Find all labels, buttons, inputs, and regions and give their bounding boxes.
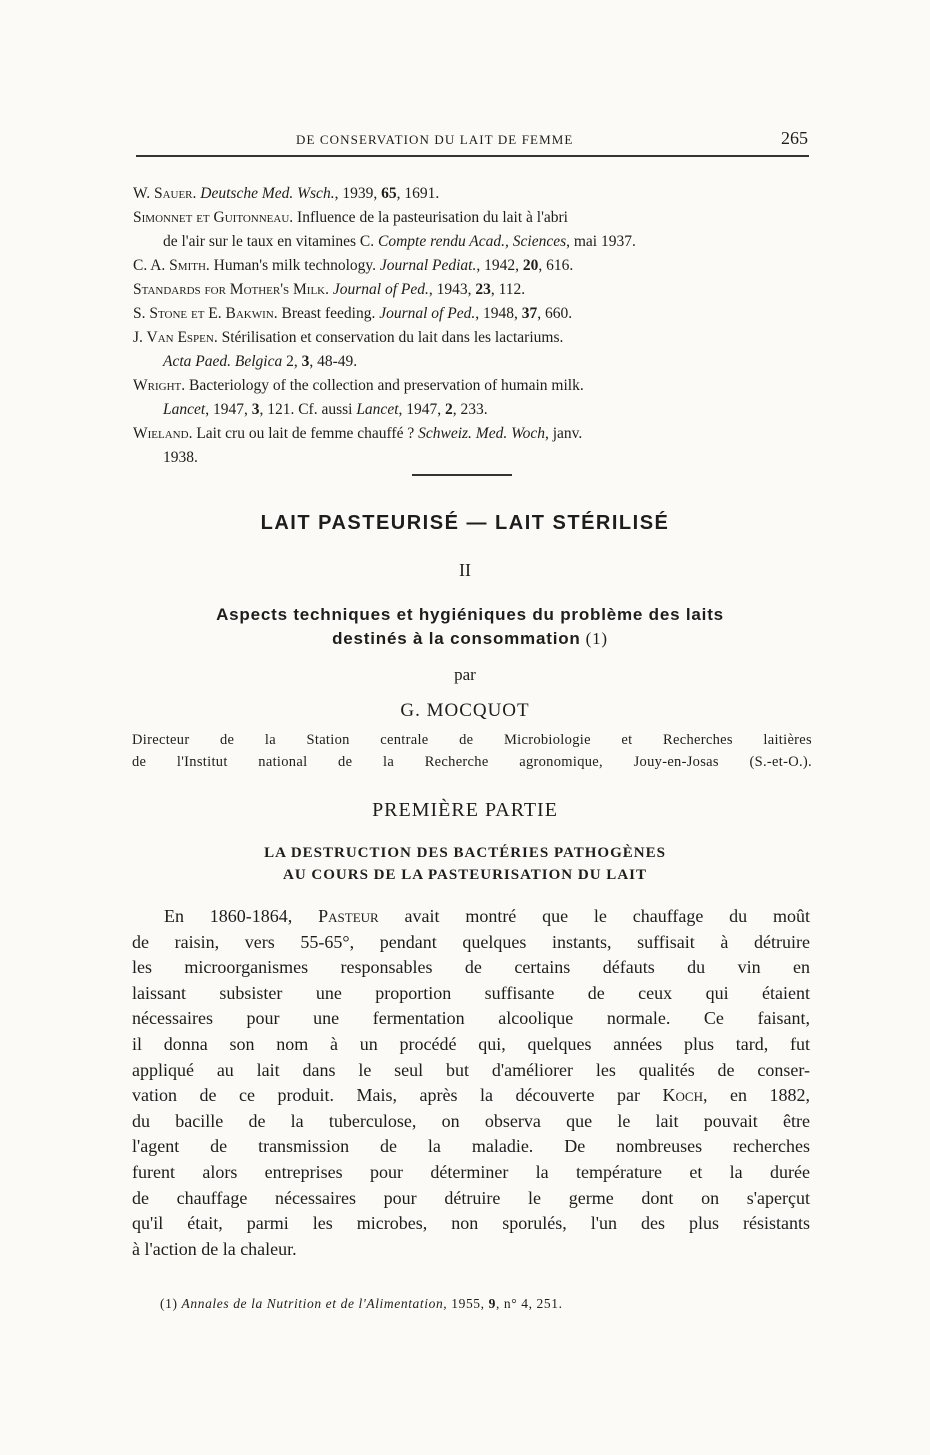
- body-line: [132, 1160, 810, 1186]
- text-run: Lait cru ou lait de femme chauffé ?: [192, 425, 419, 442]
- reference-author: J. Van Espen.: [133, 329, 218, 346]
- text-run: 1938.: [163, 449, 198, 466]
- text-run: du bacille de la tuberculose, on observa que le lait pouvait être: [132, 1110, 810, 1131]
- body-line: [132, 904, 810, 930]
- by-line: par: [454, 665, 476, 684]
- text-run: , 1955,: [443, 1296, 489, 1311]
- text-run: , 1947,: [398, 401, 445, 418]
- body-line: [132, 955, 810, 981]
- text-run: 2: [445, 401, 453, 418]
- reference-author: S. Stone et E. Bakwin.: [133, 305, 278, 322]
- text-run: , 660.: [537, 305, 573, 322]
- body-line: [132, 1006, 810, 1032]
- text-run: Schweiz. Med. Woch: [418, 425, 545, 442]
- text-run: à l'action de la chaleur.: [132, 1238, 297, 1259]
- reference-author: Simonnet et Guitonneau.: [133, 209, 294, 226]
- section-heading-line: AU COURS DE LA PASTEURISATION DU LAIT: [282, 867, 647, 883]
- text-run: , 1942,: [476, 257, 523, 274]
- text-run: , 1948,: [475, 305, 522, 322]
- reference-continuation: [133, 350, 813, 374]
- text-run: Stérilisation et conservation du lait dans les lactariums.: [217, 329, 564, 346]
- body-line: [132, 981, 810, 1007]
- reference-author: Wieland.: [133, 425, 193, 442]
- running-head-title: DE CONSERVATION DU LAIT DE FEMME: [296, 132, 574, 147]
- text-run: nécessaires pour une fermentation alcoolique normale. Ce faisant,: [132, 1008, 810, 1029]
- reference-entry: [133, 254, 813, 278]
- text-run: il donna son nom à un procédé qui, quelques années plus tard, fut: [132, 1033, 810, 1054]
- text-run: , 616.: [538, 257, 574, 274]
- text-run: qu'il était, parmi les microbes, non sporulés, l'un des plus résistants: [132, 1213, 810, 1234]
- text-run: , 121. Cf. aussi: [259, 401, 357, 418]
- footnote-marker: (1): [580, 629, 608, 648]
- text-run: , n° 4, 251.: [495, 1296, 563, 1311]
- body-line: [132, 1032, 810, 1058]
- text-run: Lancet: [163, 401, 206, 418]
- reference-author: Wright.: [133, 377, 186, 394]
- text-run: avait montré que le chauffage du moût: [378, 906, 810, 926]
- body-line: [132, 1109, 810, 1135]
- reference-entry: [133, 302, 813, 326]
- section-heading-line: LA DESTRUCTION DES BACTÉRIES PATHOGÈNES: [264, 845, 666, 861]
- reference-entry: [133, 422, 813, 470]
- text-run: , en 1882,: [702, 1085, 810, 1106]
- text-run: Journal of Ped.: [332, 281, 429, 298]
- text-run: 3: [301, 353, 310, 370]
- section-heading: [0, 842, 930, 886]
- reference-author: C. A. Smith.: [133, 257, 210, 274]
- text-run: Annales de la Nutrition et de l'Alimentation: [181, 1296, 444, 1311]
- reference-entry: [133, 326, 813, 374]
- reference-continuation: [133, 230, 813, 254]
- subtitle-line: destinés à la consommation: [332, 629, 581, 648]
- article-title: LAIT PASTEURISÉ — LAIT STÉRILISÉ: [260, 512, 670, 534]
- separator-rule: [412, 474, 512, 476]
- text-run: les microorganismes responsables de certains défauts du vin en: [132, 957, 810, 978]
- reference-entry: [133, 374, 813, 422]
- text-run: , janv.: [544, 425, 583, 442]
- text-run: (1): [160, 1296, 182, 1311]
- body-line: [132, 1186, 810, 1212]
- part-heading: PREMIÈRE PARTIE: [372, 799, 558, 821]
- text-run: Influence de la pasteurisation du lait à l'abri: [293, 209, 568, 226]
- running-head: [136, 128, 808, 154]
- body-line: [132, 1237, 810, 1263]
- body-line: [132, 1058, 810, 1084]
- text-run: Journal Pediat.: [379, 257, 477, 274]
- text-run: , 1691.: [396, 185, 440, 202]
- text-run: de raisin, vers 55-65°, pendant quelques instants, suffisait à détruire: [132, 931, 810, 952]
- text-run: , 233.: [452, 401, 488, 418]
- reference-entry: [133, 182, 813, 206]
- affiliation-line: de l'Institut national de la Recherche agronomique, Jouy-en-Josas (S.-et-O.).: [132, 754, 812, 770]
- text-run: , 48-49.: [309, 353, 358, 370]
- text-run: , mai 1937.: [566, 233, 636, 250]
- reference-entry: [133, 206, 813, 254]
- reference-author: Standards for Mother's Milk.: [133, 281, 329, 298]
- text-run: Journal of Ped.: [379, 305, 476, 322]
- reference-list: [133, 182, 813, 470]
- text-run: Pasteur: [318, 906, 379, 926]
- reference-author: W. Sauer.: [133, 185, 197, 202]
- text-run: furent alors entreprises pour déterminer la température et la durée: [132, 1161, 810, 1182]
- text-run: 2,: [282, 353, 302, 370]
- text-run: 65: [381, 185, 397, 202]
- text-run: Compte rendu Acad., Sciences: [378, 233, 567, 250]
- article-subtitle: [130, 603, 810, 651]
- text-run: vation de ce produit. Mais, après la découverte par: [132, 1085, 663, 1106]
- text-run: Acta Paed. Belgica: [163, 353, 283, 370]
- text-run: En 1860-1864,: [164, 906, 319, 926]
- text-run: appliqué au lait dans le seul but d'améliorer les qualités de conser-: [132, 1059, 810, 1080]
- body-line: [132, 1134, 810, 1160]
- text-run: , 1939,: [334, 185, 382, 202]
- text-run: 9: [488, 1296, 496, 1311]
- text-run: laissant subsister une proportion suffisante de ceux qui étaient: [132, 982, 810, 1003]
- text-run: Breast feeding.: [277, 305, 380, 322]
- text-run: Bacteriology of the collection and preservation of humain milk.: [185, 377, 584, 394]
- text-run: 37: [521, 305, 538, 322]
- author-name: G. MOCQUOT: [400, 700, 530, 721]
- text-run: 3: [251, 401, 260, 418]
- body-line: [132, 1211, 810, 1237]
- text-run: Koch: [662, 1085, 703, 1106]
- affiliation-line: Directeur de la Station centrale de Microbiologie et Recherches laitières: [132, 732, 812, 748]
- text-run: , 1943,: [428, 281, 476, 298]
- body-line: [132, 930, 810, 956]
- text-run: 20: [522, 257, 539, 274]
- page-number: 265: [781, 128, 808, 148]
- body-paragraph: [132, 904, 810, 1262]
- text-run: de chauffage nécessaires pour détruire le germe dont on s'aperçut: [132, 1187, 810, 1208]
- text-run: Deutsche Med. Wsch.: [200, 185, 335, 202]
- text-run: Human's milk technology.: [209, 257, 380, 274]
- article-number: II: [459, 560, 471, 580]
- author-affiliation: [132, 729, 812, 773]
- subtitle-line: Aspects techniques et hygiéniques du problème des laits: [216, 605, 724, 624]
- text-run: de l'air sur le taux en vitamines C.: [163, 233, 379, 250]
- reference-continuation: [133, 398, 813, 422]
- reference-continuation: [133, 446, 813, 470]
- header-rule: [136, 155, 809, 157]
- text-run: l'agent de transmission de la maladie. De nombreuses recherches: [132, 1136, 810, 1157]
- footnote: [160, 1296, 563, 1312]
- text-run: 23: [475, 281, 491, 298]
- body-line: [132, 1083, 810, 1109]
- text-run: Lancet: [356, 401, 399, 418]
- reference-entry: [133, 278, 813, 302]
- text-run: , 112.: [490, 281, 526, 298]
- text-run: , 1947,: [205, 401, 252, 418]
